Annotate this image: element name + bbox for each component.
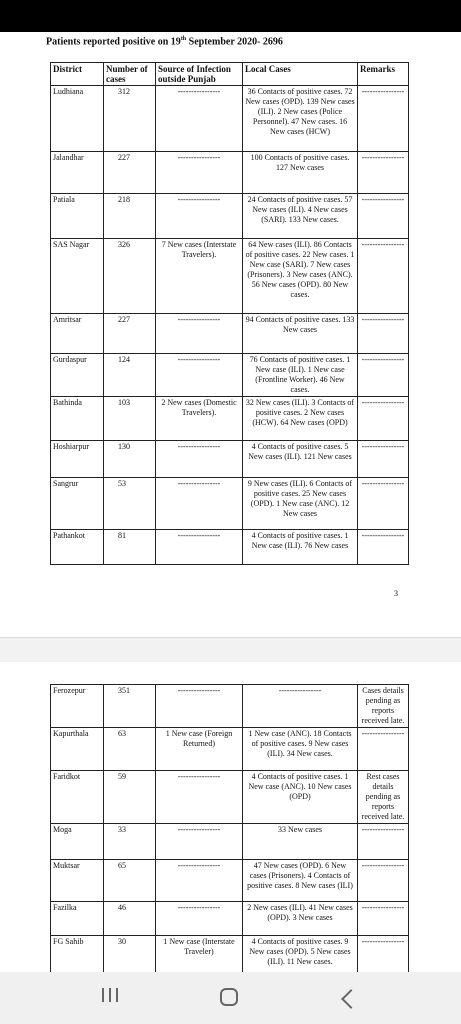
cell-remarks: ---------------- bbox=[358, 86, 409, 152]
cell-remarks: ---------------- bbox=[358, 441, 409, 478]
table-row bbox=[51, 685, 409, 728]
cell-cases: 30 bbox=[104, 936, 156, 974]
page-separator bbox=[0, 637, 461, 663]
table-row bbox=[51, 152, 409, 194]
table-row bbox=[51, 86, 409, 152]
cell-district: Ludhiana bbox=[51, 86, 104, 152]
cell-remarks: ---------------- bbox=[358, 194, 409, 239]
table-row bbox=[51, 441, 409, 478]
cases-table-continued bbox=[50, 684, 409, 974]
cell-source: ---------------- bbox=[156, 685, 243, 728]
home-icon[interactable] bbox=[220, 988, 238, 1006]
table-row bbox=[51, 936, 409, 974]
cell-remarks: ---------------- bbox=[358, 314, 409, 354]
table-row bbox=[51, 771, 409, 824]
cell-cases: 227 bbox=[104, 152, 156, 194]
status-bar bbox=[0, 0, 461, 32]
cell-remarks: ---------------- bbox=[358, 530, 409, 565]
cell-district: FG Sahib bbox=[51, 936, 104, 974]
header-district: District bbox=[51, 63, 104, 86]
cell-remarks: Rest cases details pending as reports received late. bbox=[358, 771, 409, 824]
cell-district: Ferozepur bbox=[51, 685, 104, 728]
table-row bbox=[51, 530, 409, 565]
cell-source: 1 New case (Interstate Traveler) bbox=[156, 936, 243, 974]
cell-source: 7 New cases (Interstate Travelers). bbox=[156, 239, 243, 314]
table-row bbox=[51, 239, 409, 314]
cell-local: 76 Contacts of positive cases. 1 New case (ILI). 1 New case (Frontline Worker). 46 New cases. bbox=[243, 354, 358, 397]
cell-local: 64 New cases (ILI). 86 Contacts of positive cases. 22 New cases. 1 New case (SARI). 7 New cases (Prisoners). 3 New cases (ANC). 56 New cases (OPD). 80 New cases. bbox=[243, 239, 358, 314]
cell-district: Hoshiarpur bbox=[51, 441, 104, 478]
table-header-row bbox=[51, 63, 409, 86]
cell-district: Kapurthala bbox=[51, 728, 104, 771]
back-icon[interactable] bbox=[341, 989, 361, 1009]
cell-local: 47 New cases (OPD). 6 New cases (Prisoners). 4 Contacts of positive cases. 8 New cases (ILI) bbox=[243, 860, 358, 902]
cell-remarks: ---------------- bbox=[358, 239, 409, 314]
cell-source: ---------------- bbox=[156, 354, 243, 397]
cases-table bbox=[50, 62, 409, 565]
cell-cases: 103 bbox=[104, 397, 156, 441]
cell-source: ---------------- bbox=[156, 441, 243, 478]
cell-remarks: ---------------- bbox=[358, 860, 409, 902]
document-page-2 bbox=[0, 662, 461, 972]
cell-source: ---------------- bbox=[156, 478, 243, 530]
cell-cases: 46 bbox=[104, 902, 156, 936]
cell-district: Moga bbox=[51, 824, 104, 860]
page-number: 3 bbox=[394, 589, 398, 598]
cell-district: SAS Nagar bbox=[51, 239, 104, 314]
cell-cases: 218 bbox=[104, 194, 156, 239]
cell-source: ---------------- bbox=[156, 902, 243, 936]
cell-source: ---------------- bbox=[156, 152, 243, 194]
cell-remarks: ---------------- bbox=[358, 728, 409, 771]
cell-remarks: ---------------- bbox=[358, 397, 409, 441]
cell-cases: 124 bbox=[104, 354, 156, 397]
cell-district: Gurdaspur bbox=[51, 354, 104, 397]
header-source: Source of Infection outside Punjab bbox=[156, 63, 243, 86]
cell-local: 100 Contacts of positive cases. 127 New cases bbox=[243, 152, 358, 194]
cell-source: ---------------- bbox=[156, 860, 243, 902]
cell-cases: 312 bbox=[104, 86, 156, 152]
cell-source: 2 New cases (Domestic Travelers). bbox=[156, 397, 243, 441]
cell-local: 9 New cases (ILI). 6 Contacts of positive cases. 25 New cases (OPD). 1 New case (ANC). 12 New cases bbox=[243, 478, 358, 530]
cell-source: 1 New case (Foreign Returned) bbox=[156, 728, 243, 771]
cell-district: Bathinda bbox=[51, 397, 104, 441]
header-remarks: Remarks bbox=[358, 63, 409, 86]
cell-district: Jalandhar bbox=[51, 152, 104, 194]
cell-local: 94 Contacts of positive cases. 133 New cases bbox=[243, 314, 358, 354]
cell-local: 4 Contacts of positive cases. 9 New cases (OPD). 5 New cases (ILI). 11 New cases. bbox=[243, 936, 358, 974]
table-row bbox=[51, 902, 409, 936]
cell-cases: 63 bbox=[104, 728, 156, 771]
table-row bbox=[51, 397, 409, 441]
recent-apps-icon[interactable] bbox=[102, 986, 122, 1004]
cell-cases: 53 bbox=[104, 478, 156, 530]
cell-local: ---------------- bbox=[243, 685, 358, 728]
cell-local: 2 New cases (ILI). 41 New cases (OPD). 3 New cases bbox=[243, 902, 358, 936]
navigation-bar bbox=[0, 972, 461, 1024]
cell-remarks: ---------------- bbox=[358, 152, 409, 194]
cell-local: 4 Contacts of positive cases. 1 New case (ILI). 76 New cases bbox=[243, 530, 358, 565]
cell-remarks: ---------------- bbox=[358, 354, 409, 397]
header-local-cases: Local Cases bbox=[243, 63, 358, 86]
cell-district: Patiala bbox=[51, 194, 104, 239]
cell-remarks: ---------------- bbox=[358, 824, 409, 860]
cell-remarks: ---------------- bbox=[358, 936, 409, 974]
cell-source: ---------------- bbox=[156, 86, 243, 152]
cell-cases: 130 bbox=[104, 441, 156, 478]
table-row bbox=[51, 354, 409, 397]
cell-district: Muktsar bbox=[51, 860, 104, 902]
table-row bbox=[51, 860, 409, 902]
cell-remarks: ---------------- bbox=[358, 902, 409, 936]
table-row bbox=[51, 314, 409, 354]
cell-remarks: ---------------- bbox=[358, 478, 409, 530]
cell-cases: 326 bbox=[104, 239, 156, 314]
table-row bbox=[51, 194, 409, 239]
cell-source: ---------------- bbox=[156, 194, 243, 239]
cell-local: 4 Contacts of positive cases. 5 New cases (ILI). 121 New cases bbox=[243, 441, 358, 478]
cell-cases: 65 bbox=[104, 860, 156, 902]
cell-source: ---------------- bbox=[156, 530, 243, 565]
table-row bbox=[51, 478, 409, 530]
cell-district: Sangrur bbox=[51, 478, 104, 530]
cell-local: 24 Contacts of positive cases. 57 New cases (ILI). 4 New cases (SARI). 133 New cases. bbox=[243, 194, 358, 239]
cell-local: 32 New cases (ILI). 3 Contacts of positive cases. 2 New cases (HCW). 64 New cases (OPD) bbox=[243, 397, 358, 441]
cell-cases: 59 bbox=[104, 771, 156, 824]
cell-district: Pathankot bbox=[51, 530, 104, 565]
cell-source: ---------------- bbox=[156, 771, 243, 824]
document-page-1 bbox=[0, 32, 461, 637]
document-title: Patients reported positive on 19th September 2020- 2696 bbox=[46, 36, 283, 48]
cell-district: Faridkot bbox=[51, 771, 104, 824]
cell-cases: 81 bbox=[104, 530, 156, 565]
table-row bbox=[51, 728, 409, 771]
cell-local: 4 Contacts of positive cases. 1 New case (ANC). 10 New cases (OPD) bbox=[243, 771, 358, 824]
table-row bbox=[51, 824, 409, 860]
cell-district: Amritsar bbox=[51, 314, 104, 354]
cell-local: 33 New cases bbox=[243, 824, 358, 860]
cell-local: 1 New case (ANC). 18 Contacts of positive cases. 9 New cases (ILI). 34 New cases. bbox=[243, 728, 358, 771]
cell-district: Fazilka bbox=[51, 902, 104, 936]
cell-source: ---------------- bbox=[156, 314, 243, 354]
cell-source: ---------------- bbox=[156, 824, 243, 860]
header-number-of-cases: Number of cases bbox=[104, 63, 156, 86]
cell-cases: 227 bbox=[104, 314, 156, 354]
cell-cases: 33 bbox=[104, 824, 156, 860]
cell-cases: 351 bbox=[104, 685, 156, 728]
cell-local: 36 Contacts of positive cases. 72 New cases (OPD). 139 New cases (ILI). 2 New cases (Police Personnel). 47 New cases. 16 New cases (HCW) bbox=[243, 86, 358, 152]
cell-remarks: Cases details pending as reports received late. bbox=[358, 685, 409, 728]
